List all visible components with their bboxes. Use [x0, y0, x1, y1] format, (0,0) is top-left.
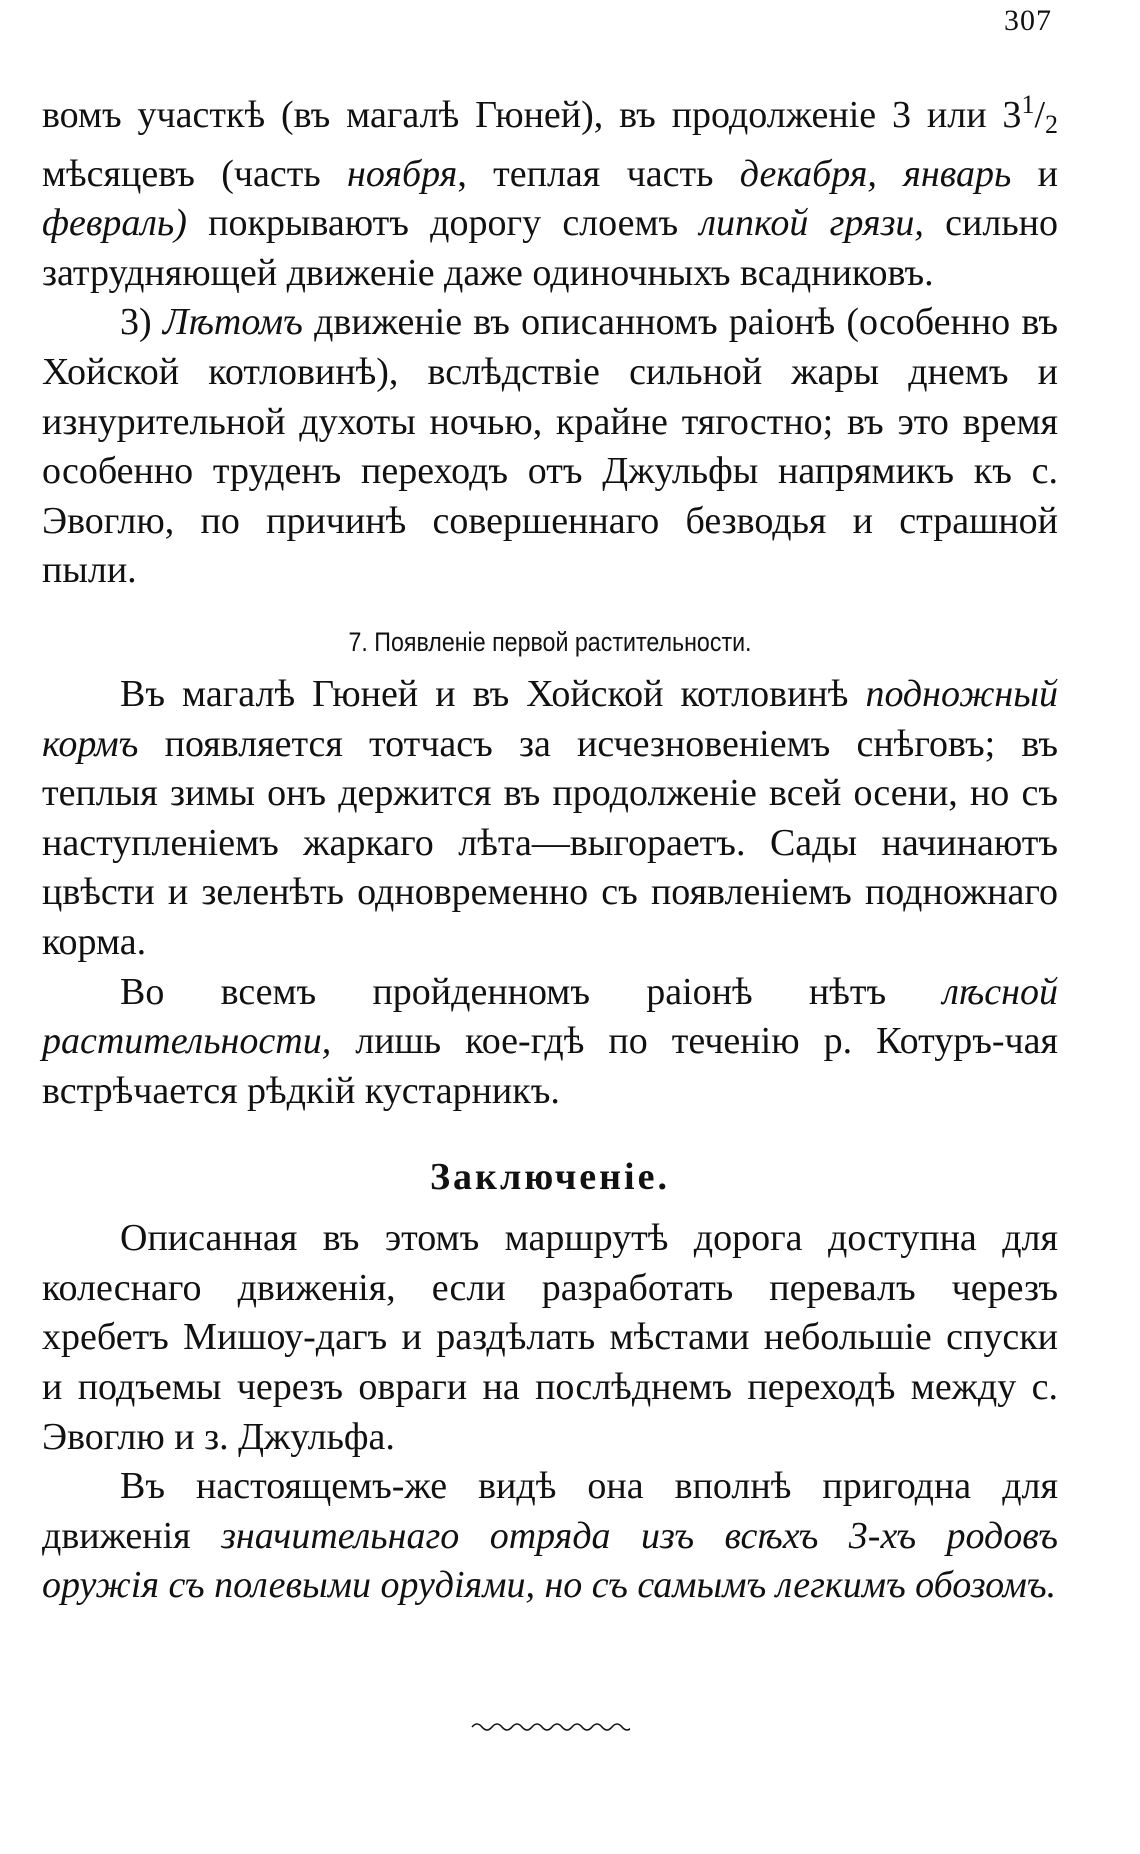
wavy-divider: [470, 1720, 630, 1734]
italic-run: Лѣтомъ: [162, 301, 303, 344]
text-run: мѣсяцевъ (часть: [42, 152, 348, 195]
italic-run: ноября: [347, 152, 458, 195]
text-run: Во всемъ пройденномъ раіонѣ нѣтъ: [120, 970, 943, 1013]
page-number: 307: [1004, 4, 1052, 37]
italic-run: подножный кормъ: [42, 672, 1058, 765]
paragraph-pasture: [42, 670, 1058, 968]
text-run: вомъ участкѣ (въ магалѣ Гюней), въ продолженіе 3 или 3: [42, 94, 1022, 136]
paragraph-detachment: [42, 1462, 1058, 1611]
paragraph-road-access: [42, 1214, 1058, 1462]
conclusion-heading: Заключеніе.: [430, 1156, 670, 1199]
paragraph-winter-roads: [42, 80, 1058, 298]
fraction-denominator: 2: [1045, 110, 1058, 139]
text-run: и: [1011, 152, 1059, 195]
section-heading-vegetation: 7. Появленіе первой растительности.: [348, 626, 752, 657]
text-run: сильно затрудняющей движеніе даже одиночныхъ всадниковъ.: [42, 202, 1058, 294]
text-run: 3): [120, 301, 163, 344]
text-run: движеніе въ описанномъ раіонѣ (особенно въ Хойской котловинѣ), вслѣдствіе сильной жары днемъ и изнурительной духоты ночью, крайне тягостно; въ это время особенно труденъ переходъ отъ Джульфы напрямикъ къ с. Эвоглю, по причинѣ совершеннаго безводья и страшной пыли.: [42, 301, 1059, 592]
paragraph-summer-movement: [42, 298, 1058, 596]
italic-run: декабря, январь: [739, 152, 1012, 195]
italic-run: липкой грязи,: [699, 202, 924, 245]
text-run: лишь кое-гдѣ по теченію р. Котуръ-чая встрѣчается рѣдкій кустарникъ.: [42, 1020, 1058, 1112]
fraction-slash: /: [1034, 94, 1045, 136]
text-run: Въ магалѣ Гюней и въ Хойской котловинѣ: [120, 672, 866, 715]
italic-run: февраль): [42, 202, 187, 245]
text-run: , теплая часть: [457, 152, 740, 195]
paragraph-forest: [42, 968, 1058, 1117]
italic-run: значительнаго отряда изъ всѣхъ 3-хъ родовъ оружія съ полевыми орудіями, но съ самымъ легкимъ обозомъ.: [42, 1514, 1058, 1607]
text-run: Въ настоящемъ-же видѣ она вполнѣ пригодна для движенія: [42, 1465, 1058, 1557]
text-run: покрываютъ дорогу слоемъ: [186, 202, 700, 245]
fraction-numerator: 1: [1021, 90, 1035, 119]
text-run: Описанная въ этомъ маршрутѣ дорога доступна для колеснаго движенія, если разработать перевалъ черезъ хребетъ Мишоу-дагъ и раздѣлать мѣстами небольшіе спуски и подъемы черезъ овраги на послѣднемъ переходѣ между с. Эвоглю и з. Джульфа.: [42, 1217, 1058, 1458]
text-run: появляется тотчасъ за исчезновеніемъ снѣговъ; въ теплыя зимы онъ держится въ продолженіе всей осени, но съ наступленіемъ жаркаго лѣта—выгораетъ. Сады начинаютъ цвѣсти и зеленѣть одновременно съ появленіемъ подножнаго корма.: [42, 722, 1058, 963]
page-body: [42, 80, 1058, 1611]
italic-run: лѣсной растительности,: [42, 970, 1058, 1063]
